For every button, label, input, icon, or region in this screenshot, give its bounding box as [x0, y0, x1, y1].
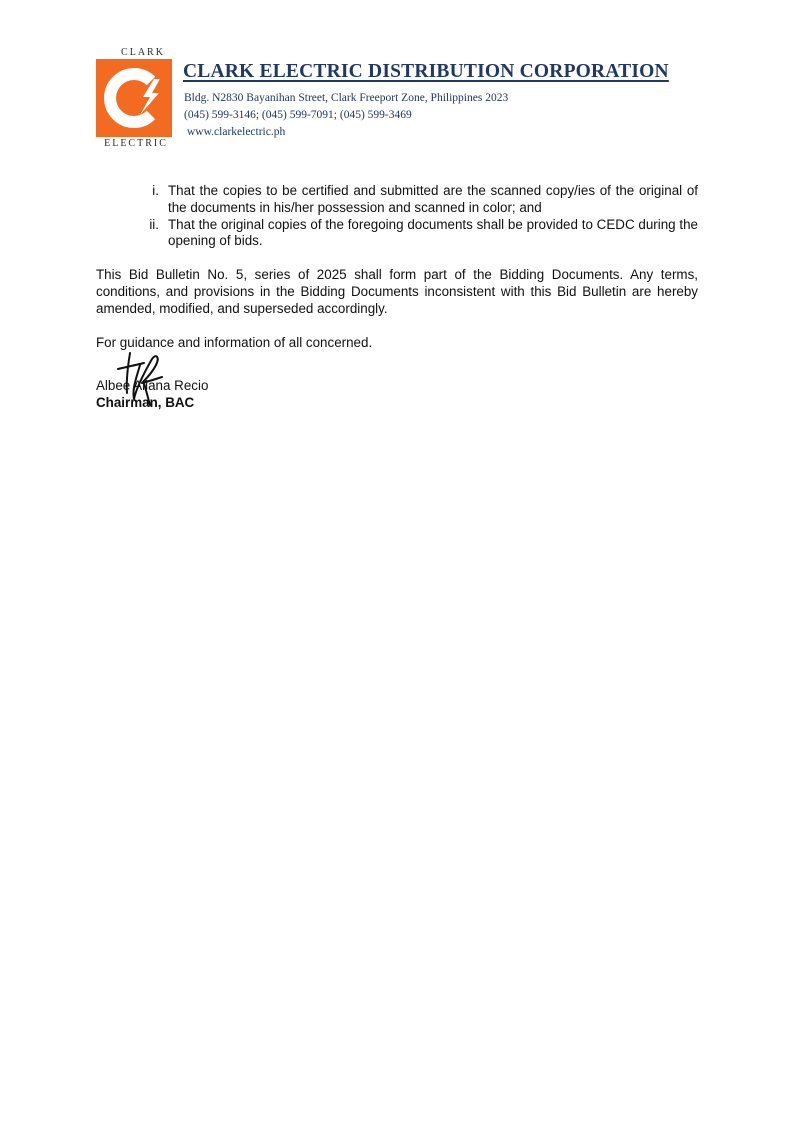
list-item-text: That the copies to be certified and submitted are the scanned copy/ies of the original of the documents in his/her possession and scanned in color; and: [168, 183, 698, 215]
list-item: [96, 217, 698, 251]
logo-bottom-text: ELECTRIC: [104, 138, 168, 149]
list-item: [96, 183, 698, 217]
letterhead: [96, 47, 708, 151]
list-item-text: That the original copies of the foregoing documents shall be provided to CEDC during the opening of bids.: [168, 216, 698, 249]
list-marker: ii.: [149, 216, 159, 232]
company-phones: (045) 599-3146; (045) 599-7091; (045) 599-3469: [184, 109, 412, 121]
company-logo: [96, 47, 176, 151]
signature-block: [96, 369, 698, 413]
document-body: [96, 183, 698, 413]
company-name: CLARK ELECTRIC DISTRIBUTION CORPORATION: [183, 61, 669, 82]
company-website: www.clarkelectric.ph: [187, 126, 286, 138]
logo-emblem-icon: [96, 59, 172, 137]
bulletin-paragraph: This Bid Bulletin No. 5, series of 2025 shall form part of the Bidding Documents. Any terms, conditions, and provisions in the Bidding Documents inconsistent with this Bid Bulletin are hereby amended, modified, and superseded accordingly.: [96, 267, 698, 316]
logo-top-text: CLARK: [121, 47, 165, 58]
company-address: Bldg. N2830 Bayanihan Street, Clark Freeport Zone, Philippines 2023: [184, 92, 509, 104]
guidance-paragraph: For guidance and information of all concerned.: [96, 334, 373, 350]
list-marker: i.: [152, 183, 159, 198]
signer-name: Albee Allana Recio: [96, 378, 209, 394]
requirements-list: [96, 183, 698, 250]
signer-title: Chairman, BAC: [96, 395, 195, 411]
